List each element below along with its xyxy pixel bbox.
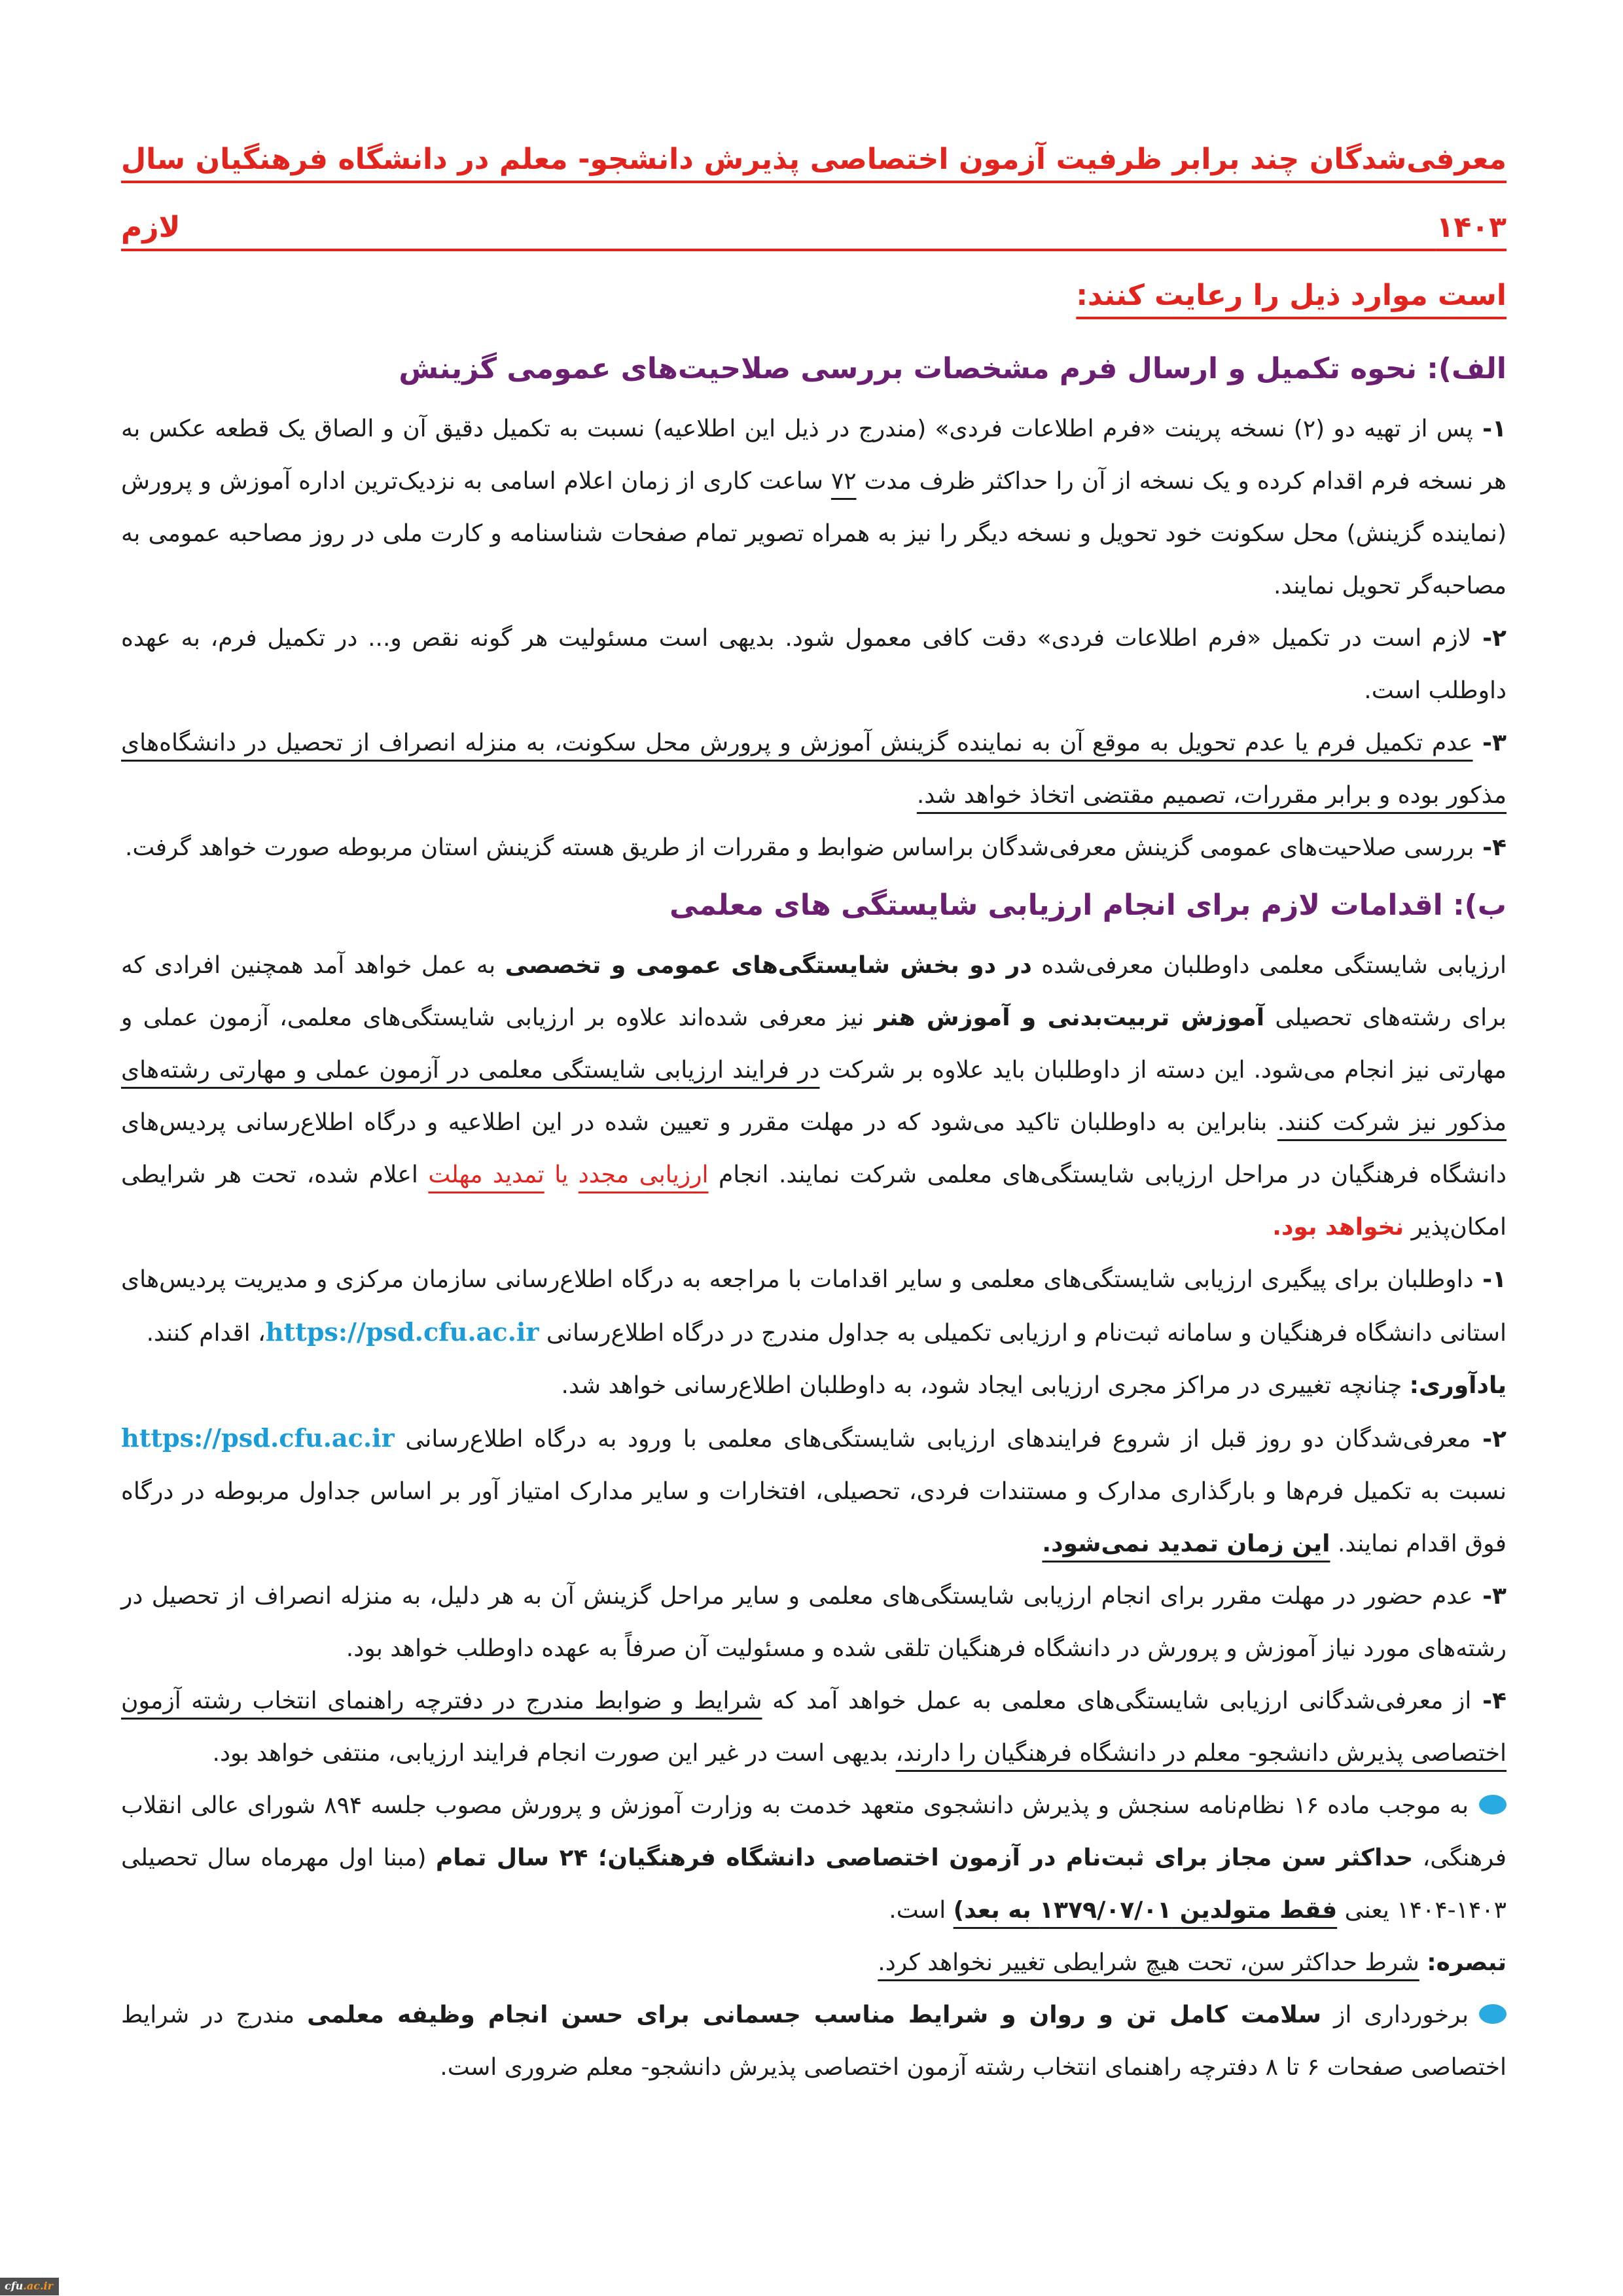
- text-run: معرفی‌شدگان دو روز قبل از شروع فرایندهای ارزیابی شایستگی‌های معلمی با ورود به درگاه اطلاع‌رسانی: [394, 1426, 1471, 1453]
- watermark-badge: [0, 2278, 59, 2295]
- text-run: از معرفی‌شدگانی ارزیابی شایستگی‌های معلمی به عمل خواهد آمد که: [762, 1687, 1472, 1714]
- text-run: بررسی صلاحیت‌های عمومی گزینش معرفی‌شدگان براساس ضوابط و مقررات از طریق هسته گزینش استان مربوطه صورت خواهد گرفت.: [124, 834, 1474, 861]
- text-run: مندرج در شرایط اختصاصی صفحات ۶ تا ۸ دفترچه راهنمای انتخاب رشته آزمون اختصاصی پذیرش دانشجو- معلم ضروری است.: [121, 2002, 1507, 2081]
- paragraph-form-accuracy: [121, 612, 1507, 717]
- bullet-age-limit-text: [121, 1792, 1507, 1924]
- headline-line-2: است موارد ذیل را رعایت کنند:: [1076, 279, 1507, 312]
- text-run: ۳-: [1472, 730, 1507, 756]
- paragraph-age-note: [121, 1937, 1507, 1989]
- watermark-domain: .ac.ir: [23, 2280, 54, 2292]
- portal-url-link[interactable]: https://psd.cfu.ac.ir: [265, 1317, 539, 1347]
- text-run: ۲-: [1471, 625, 1507, 652]
- paragraph-form-print: [121, 403, 1507, 612]
- text-run: ۷۲: [830, 468, 857, 495]
- headline: [121, 126, 1507, 330]
- text-run: نسبت به تکمیل فرم‌ها و بارگذاری مدارک و مستندات فردی، تحصیلی، افتخارات و سایر مدارک امتیاز آور بر اساس جداول مربوطه در درگاه فوق اقدام نمایند.: [121, 1478, 1507, 1557]
- bullet-icon: [1479, 1795, 1507, 1814]
- text-run: داوطلبان برای پیگیری ارزیابی شایستگی‌های معلمی و سایر اقدامات با مراجعه به درگاه اطلاع‌رسانی سازمان مرکزی و مدیریت پردیس‌های استانی دانشگاه فرهنگیان و سامانه ثبت‌نام و ارزیابی تکمیلی به جداول مندرج در درگاه اطلاع‌رسانی: [121, 1266, 1507, 1347]
- section-a-heading: الف): نحوه تکمیل و ارسال فرم مشخصات بررسی صلاحیت‌های عمومی گزینش: [399, 352, 1507, 385]
- bullet-icon: [1479, 2004, 1507, 2024]
- text-run: ۱-: [1473, 1266, 1507, 1293]
- text-run: حداکثر سن مجاز برای ثبت‌نام در آزمون اختصاصی دانشگاه فرهنگیان؛ ۲۴ سال تمام: [435, 1845, 1414, 1871]
- text-run: یادآوری:: [1409, 1372, 1507, 1399]
- text-run: ساعت کاری از زمان اعلام اسامی به نزدیک‌ترین اداره آموزش و پرورش (نماینده گزینش) محل سکونت خود تحویل و نسخه دیگر را نیز به همراه تصویر تمام صفحات شناسنامه و کارت ملی در روز مصاحبه عمومی به مصاحبه‌گر تحویل نمایند.: [121, 468, 1507, 599]
- paragraph-portal-followup: [121, 1254, 1507, 1360]
- paragraph-upload-documents: [121, 1412, 1507, 1570]
- headline-line-1: معرفی‌شدگان چند برابر ظرفیت آزمون اختصاصی پذیرش دانشجو- معلم در دانشگاه فرهنگیان سال ۱۴۰۳ لازم: [121, 143, 1507, 244]
- text-run: (مبنا اول مهرماه سال تحصیلی ۱۴۰۳-۱۴۰۴ یعنی: [121, 1845, 1507, 1924]
- text-run: بدیهی است در غیر این صورت انجام فرایند ارزیابی، منتفی خواهد بود.: [212, 1740, 896, 1767]
- paragraph-general-screening: [121, 822, 1507, 874]
- text-run: عدم حضور در مهلت مقرر برای انجام ارزیابی شایستگی‌های معلمی و سایر مراحل گزینش آن به هر دلیل، به منزله انصراف از تحصیل در رشته‌های مورد نیاز آموزش و پرورش در دانشگاه فرهنگیان تلقی شده و مسئولیت آن صرفاً به عهده داوطلب خواهد بود.: [121, 1583, 1507, 1662]
- text-run: است.: [889, 1897, 954, 1924]
- text-run: تبصره:: [1427, 1949, 1507, 1976]
- text-run: یا: [544, 1161, 579, 1188]
- text-run: در فرایند ارزیابی شایستگی معلمی در آزمون عملی و مهارتی رشته‌های مذکور نیز شرکت کنند.: [121, 1057, 1507, 1136]
- text-run: نخواهد بود.: [1272, 1214, 1404, 1241]
- text-run: به موجب ماده ۱۶ نظام‌نامه سنجش و پذیرش دانشجوی متعهد خدمت به وزارت آموزش و پرورش مصوب جلسه ۸۹۴ شورای عالی انقلاب فرهنگی،: [121, 1792, 1507, 1871]
- text-run: آموزش تربیت‌بدنی و آموزش هنر: [874, 1004, 1265, 1031]
- paragraph-absence-withdrawal: [121, 1570, 1507, 1675]
- text-run: نیز معرفی شده‌اند علاوه بر ارزیابی شایستگی‌های معلمی، آزمون عملی و مهارتی نیز انجام می‌شود. این دسته از داوطلبان باید علاوه بر شرکت: [121, 1004, 1507, 1084]
- text-run: این زمان تمدید نمی‌شود.: [1042, 1530, 1330, 1557]
- text-run: ارزیابی مجدد: [578, 1161, 709, 1188]
- text-run: به عمل خواهد آمد همچنین افرادی که برای رشته‌های تحصیلی: [121, 952, 1507, 1031]
- text-run: عدم تکمیل فرم یا عدم تحویل به موقع آن به نماینده گزینش آموزش و پرورش محل سکونت، به منزله انصراف از تحصیل در دانشگاه‌های مذکور بوده و برابر مقررات، تصمیم مقتضی اتخاذ خواهد شد.: [121, 730, 1507, 809]
- text-run: شرط حداکثر سن، تحت هیچ شرایطی تغییر نخواهد کرد.: [878, 1949, 1419, 1976]
- paragraph-competency-overview: [121, 940, 1507, 1254]
- text-run: ۴-: [1471, 1687, 1507, 1714]
- text-run: بنابراین به داوطلبان تاکید می‌شود که در مهلت مقرر و تعیین شده در این اطلاعیه و درگاه اطلاع‌رسانی پردیس‌های دانشگاه فرهنگیان در مراحل ارزیابی شایستگی‌های معلمی شرکت نمایند. انجام: [121, 1109, 1507, 1188]
- paragraph-reminder: [121, 1360, 1507, 1412]
- bullet-item-health: [121, 1989, 1507, 2094]
- text-run: برخورداری از: [1321, 2002, 1469, 2028]
- bullet-item-age-limit: [121, 1780, 1507, 1937]
- text-run: پس از تهیه دو (۲) نسخه پرینت «فرم اطلاعات فردی» (مندرج در ذیل این اطلاعیه) نسبت به تکمیل دقیق آن و الصاق یک قطعه عکس به هر نسخه فرم اقدام کرده و یک نسخه از آن را حداکثر ظرف مدت: [121, 415, 1507, 495]
- text-run: ، اقدام کنند.: [146, 1320, 266, 1347]
- portal-url-link[interactable]: https://psd.cfu.ac.ir: [121, 1423, 395, 1453]
- text-run: شرایط و ضوابط مندرج در دفترچه راهنمای انتخاب رشته آزمون اختصاصی پذیرش دانشجو- معلم در دانشگاه فرهنگیان را دارند،: [121, 1687, 1507, 1767]
- text-run: ۲-: [1471, 1426, 1507, 1453]
- bullet-health-text: [121, 2002, 1507, 2081]
- text-run: ارزیابی شایستگی معلمی داوطلبان معرفی‌شده: [1031, 952, 1507, 979]
- text-run: ۳-: [1472, 1583, 1507, 1610]
- text-run: سلامت کامل تن و روان و شرایط مناسب جسمانی برای حسن انجام وظیفه معلمی: [307, 2002, 1322, 2028]
- text-run: فقط متولدین ۱۳۷۹/۰۷/۰۱ به بعد): [953, 1897, 1338, 1924]
- text-run: تمدید مهلت: [428, 1161, 544, 1188]
- text-run: اعلام شده، تحت هر شرایطی امکان‌پذیر: [121, 1161, 1507, 1241]
- paragraph-eligibility-conditions: [121, 1675, 1507, 1780]
- text-run: چنانچه تغییری در مراکز مجری ارزیابی ایجاد شود، به داوطلبان اطلاع‌رسانی خواهد شد.: [561, 1372, 1410, 1399]
- text-run: ۴-: [1474, 834, 1507, 861]
- section-b-heading: ب): اقدامات لازم برای انجام ارزیابی شایستگی های معلمی: [669, 889, 1507, 922]
- text-run: ۱-: [1472, 415, 1507, 442]
- paragraph-form-nondelivery: [121, 717, 1507, 822]
- text-run: [1419, 1949, 1427, 1976]
- watermark-site: cfu: [5, 2280, 24, 2292]
- text-run: لازم است در تکمیل «فرم اطلاعات فردی» دقت کافی معمول شود. بدیهی است مسئولیت هر گونه نقص و... در تکمیل فرم، به عهده داوطلب است.: [121, 625, 1507, 704]
- text-run: در دو بخش شایستگی‌های عمومی و تخصصی: [505, 952, 1032, 979]
